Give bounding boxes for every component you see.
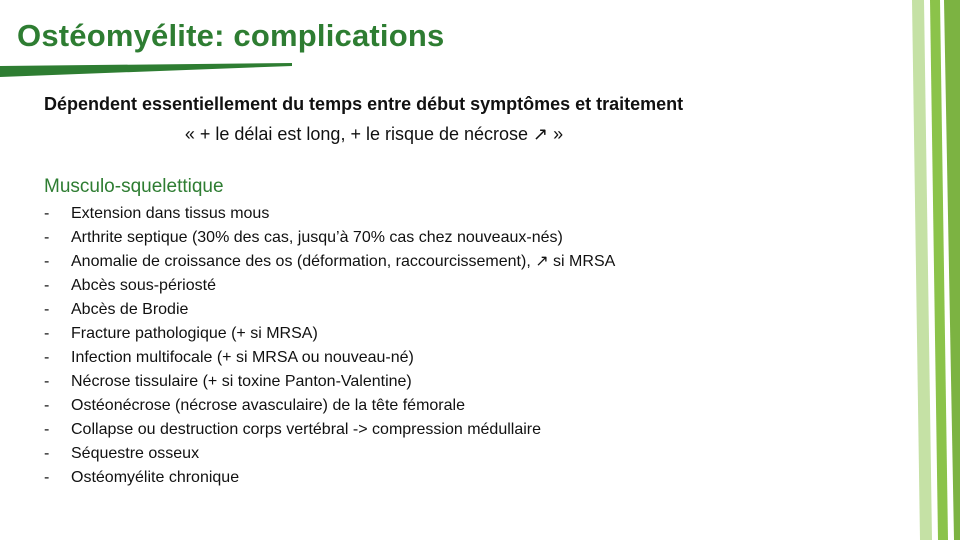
list-item: [44, 250, 615, 274]
bullet-dash: -: [44, 205, 50, 222]
list-item: [44, 442, 615, 466]
bullet-dash: -: [44, 301, 50, 318]
list-item-text: Ostéonécrose (nécrose avasculaire) de la tête fémorale: [71, 397, 465, 414]
section-heading: Musculo-squelettique: [44, 176, 224, 197]
list-item-text: Fracture pathologique (+ si MRSA): [71, 325, 318, 342]
complications-list: [44, 202, 615, 490]
bullet-dash: -: [44, 373, 50, 390]
intro-text: Dépendent essentiellement du temps entre début symptômes et traitement: [44, 94, 684, 114]
bullet-dash: -: [44, 349, 50, 366]
list-item-text: Extension dans tissus mous: [71, 205, 270, 222]
list-item-text: Séquestre osseux: [71, 445, 200, 462]
list-item-text: Anomalie de croissance des os (déformation, raccourcissement), ↗ si MRSA: [71, 253, 616, 270]
right-decoration: [840, 0, 960, 540]
list-item: [44, 418, 615, 442]
list-item-text: Abcès de Brodie: [71, 301, 189, 318]
list-item: [44, 370, 615, 394]
list-item: [44, 226, 615, 250]
list-item-text: Abcès sous-périosté: [71, 277, 216, 294]
bullet-dash: -: [44, 229, 50, 246]
list-item-text: Collapse ou destruction corps vertébral -> compression médullaire: [71, 421, 541, 438]
bullet-dash: -: [44, 277, 50, 294]
list-item: [44, 346, 615, 370]
bullet-dash: -: [44, 325, 50, 342]
quote-text: « + le délai est long, + le risque de nécrose ↗ »: [184, 124, 564, 144]
bullet-dash: -: [44, 445, 50, 462]
bullet-dash: -: [44, 397, 50, 414]
list-item: [44, 394, 615, 418]
list-item-text: Infection multifocale (+ si MRSA ou nouveau-né): [71, 349, 414, 366]
page-title: Ostéomyélite: complications: [17, 18, 445, 53]
list-item-text: Ostéomyélite chronique: [71, 469, 240, 486]
list-item: [44, 202, 615, 226]
list-item: [44, 298, 615, 322]
list-item: [44, 322, 615, 346]
list-item: [44, 466, 615, 490]
bullet-dash: -: [44, 469, 50, 486]
list-item-text: Arthrite septique (30% des cas, jusqu’à 70% cas chez nouveaux-nés): [71, 229, 563, 246]
bullet-dash: -: [44, 421, 50, 438]
list-item: [44, 274, 615, 298]
bullet-dash: -: [44, 253, 50, 270]
list-item-text: Nécrose tissulaire (+ si toxine Panton-Valentine): [71, 373, 412, 390]
